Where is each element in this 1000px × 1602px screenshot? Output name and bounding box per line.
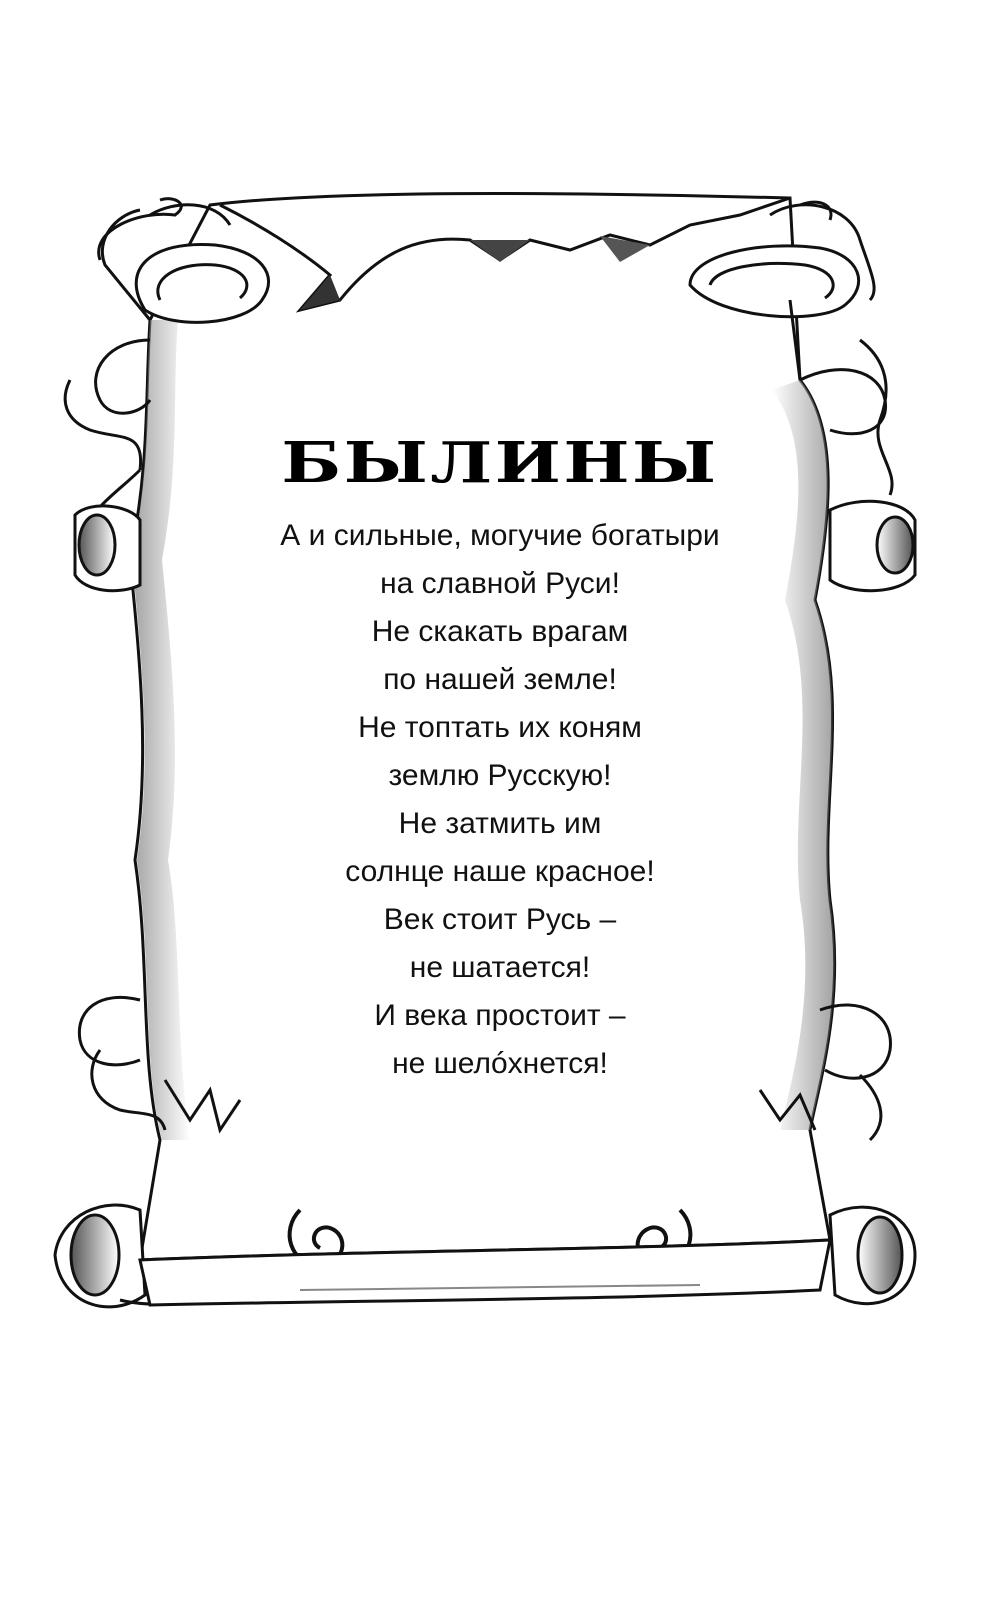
poem-line: Не топтать их коням xyxy=(358,711,642,744)
bottom-right-roll xyxy=(830,1207,915,1304)
poem-line: не шатается! xyxy=(409,951,591,984)
poem-line: А и сильные, могучие богатыри xyxy=(280,519,720,552)
page-title: БЫЛИНЫ xyxy=(281,430,719,496)
poem-line: землю Русскую! xyxy=(388,759,612,792)
poem-line: Век стоит Русь – xyxy=(383,903,617,936)
poem-line: по нашей земле! xyxy=(383,663,617,696)
poem-line: на славной Руси! xyxy=(380,567,620,600)
poem-line: не шелóхнется! xyxy=(392,1047,608,1080)
poem-verse xyxy=(0,512,1000,1088)
poem-line: И века простоит – xyxy=(374,999,626,1032)
poem-line: Не затмить им xyxy=(398,807,602,840)
poem-line: солнце наше красное! xyxy=(345,855,655,888)
poem-line: Не скакать врагам xyxy=(371,615,629,648)
